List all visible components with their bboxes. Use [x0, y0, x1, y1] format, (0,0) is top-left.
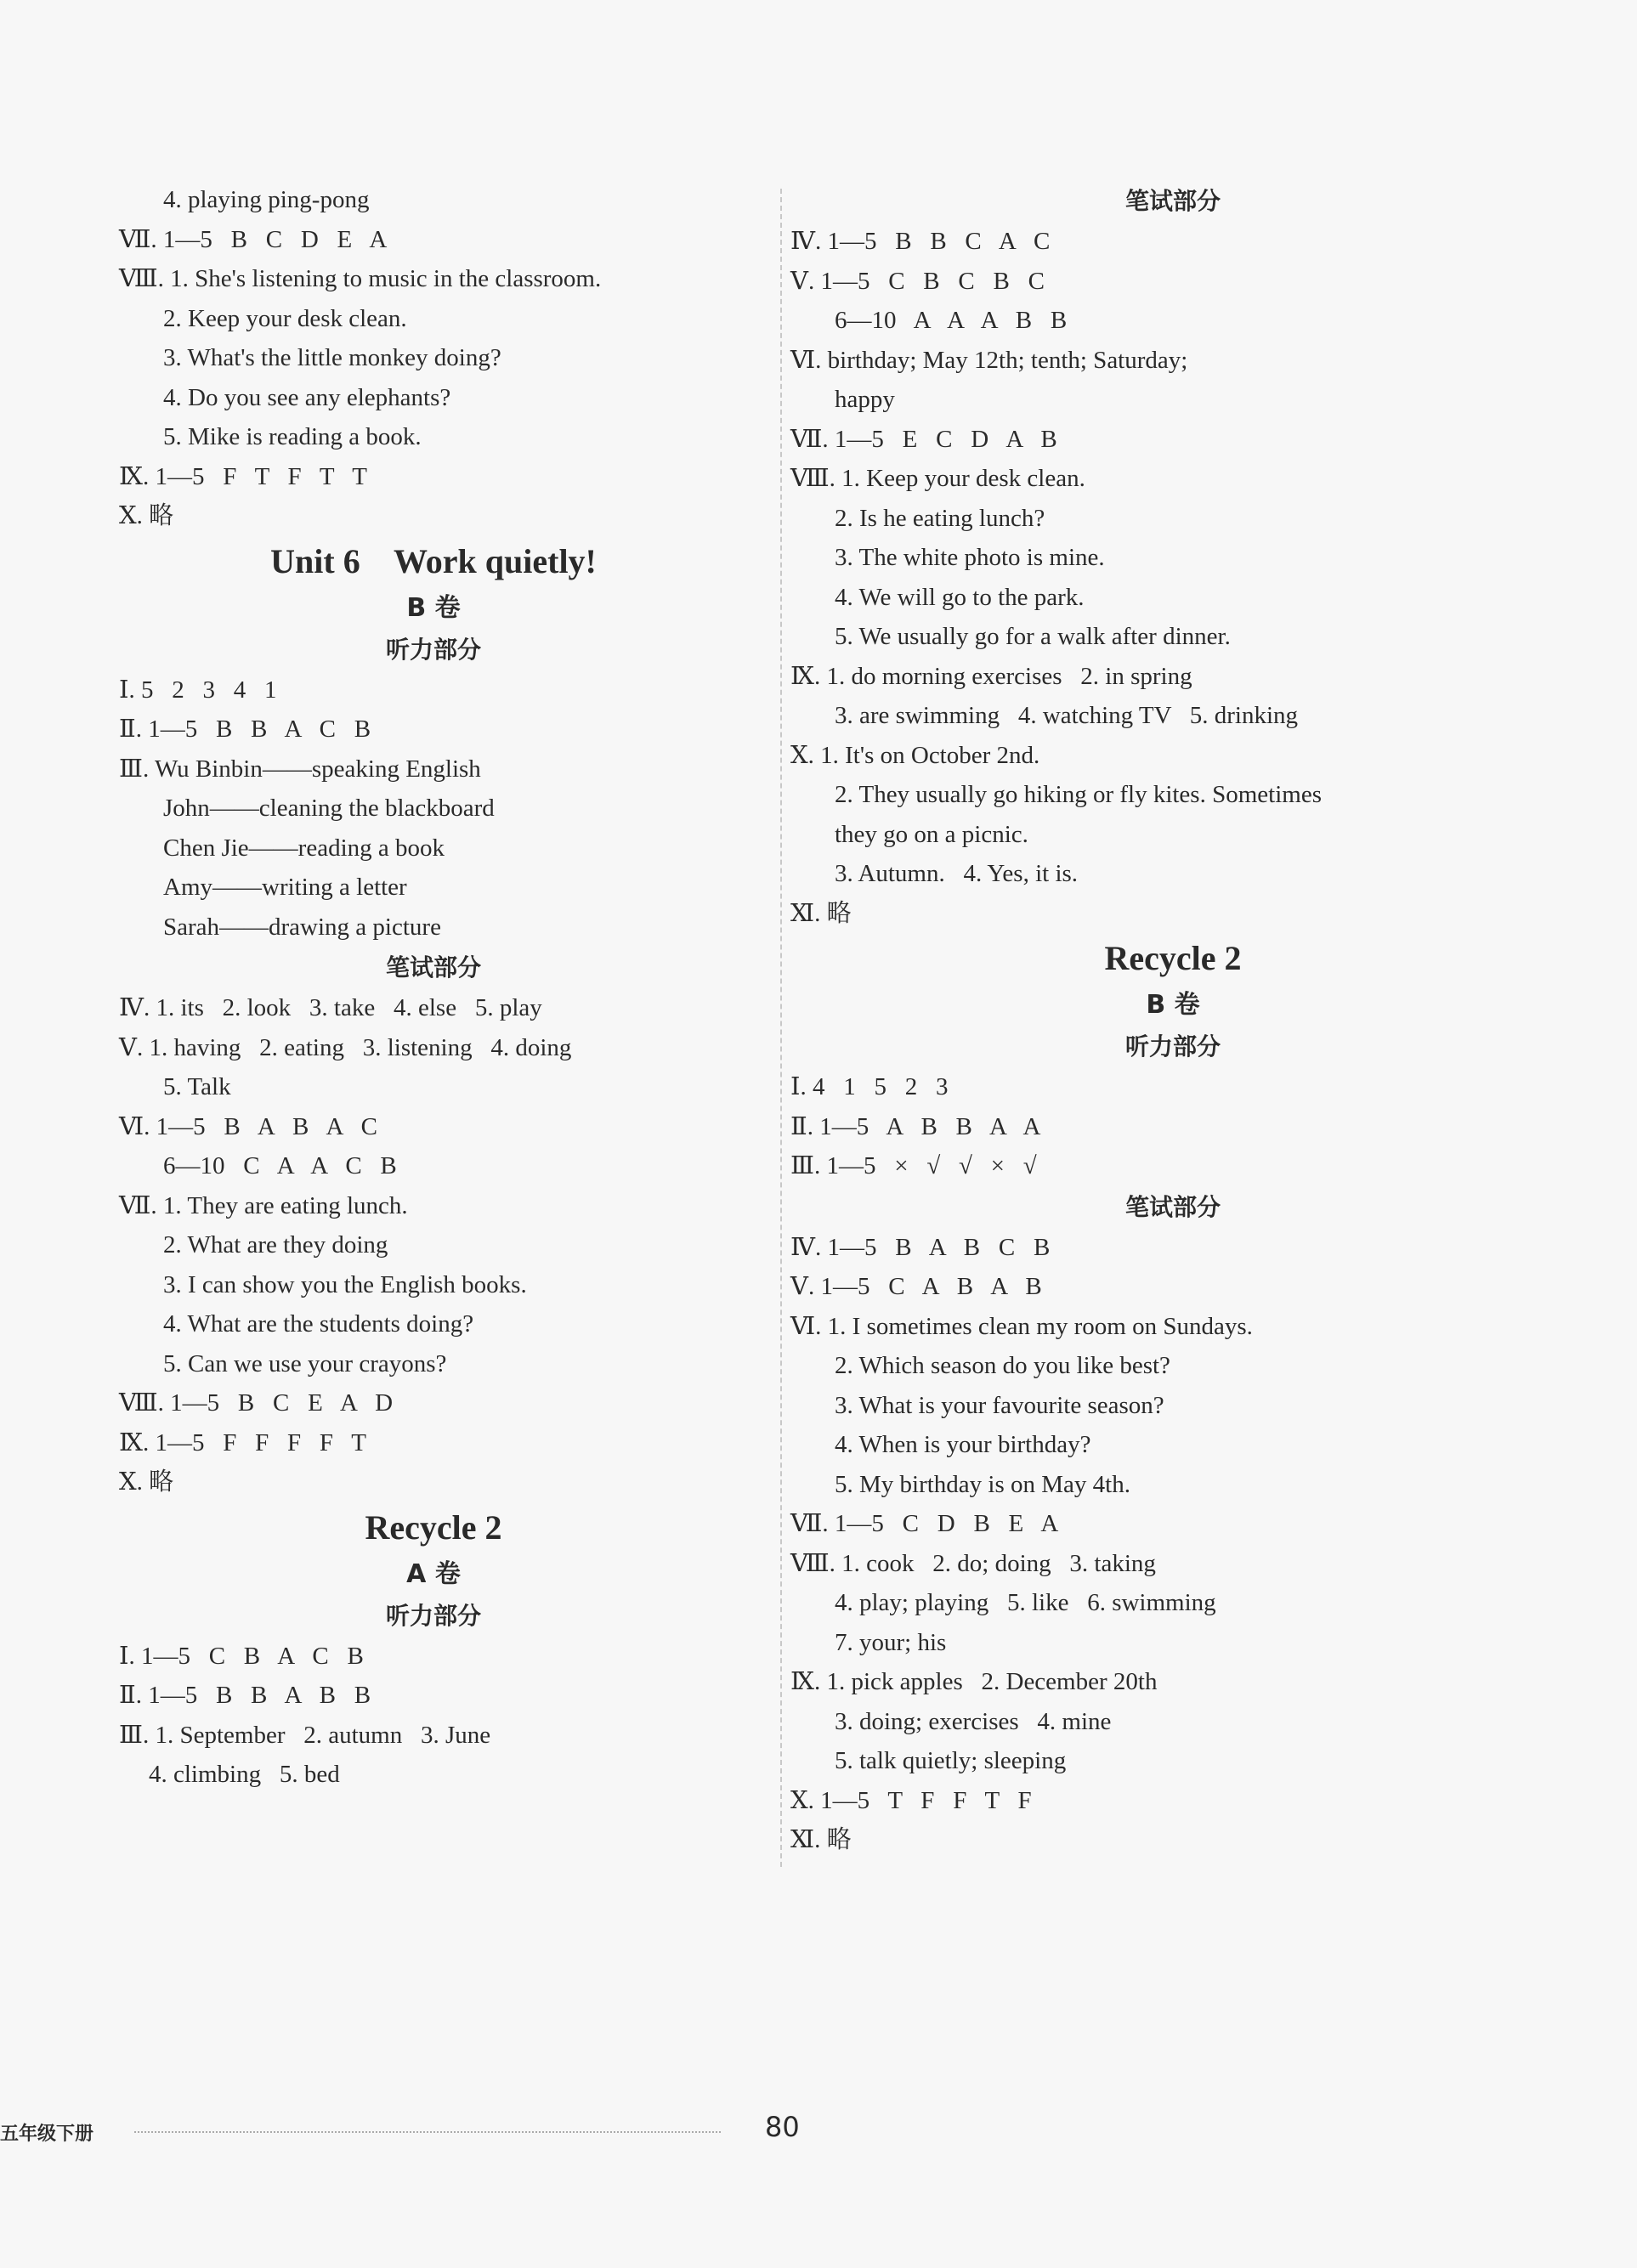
answer-line: Ⅰ. 1—5 C B A C B [119, 1642, 364, 1670]
page-number: 80 [765, 2111, 800, 2143]
answer-line: 4. playing ping-pong [163, 186, 370, 213]
volume-heading: B 卷 [406, 592, 461, 623]
answer-line: Ⅸ. 1—5 F F F F T [119, 1428, 366, 1456]
answer-line: 4. When is your birthday? [835, 1431, 1091, 1458]
answer-line: 5. We usually go for a walk after dinner. [835, 623, 1231, 650]
answer-line: Ⅸ. 1. do morning exercises 2. in spring [790, 662, 1192, 690]
answer-line: 3. Autumn. 4. Yes, it is. [835, 860, 1079, 887]
answer-line: Ⅸ. 1—5 F T F T T [119, 462, 368, 490]
answer-line: happy [835, 386, 895, 413]
unit-heading: Recycle 2 [1104, 939, 1242, 977]
grade-label: 五年级下册 [0, 2124, 94, 2145]
answer-line: 3. doing; exercises 4. mine [835, 1707, 1112, 1735]
answer-line: Ⅵ. 1. I sometimes clean my room on Sundays. [790, 1312, 1253, 1340]
right-column [790, 180, 1555, 1860]
answer-line: Ⅱ. 1—5 A B B A A [790, 1112, 1041, 1140]
answer-line: Ⅹ. 略 [119, 502, 174, 529]
answer-line: Ⅷ. 1. She's listening to music in the classroom. [119, 265, 602, 292]
answer-line: they go on a picnic. [835, 820, 1028, 848]
section-heading: 笔试部分 [1124, 187, 1221, 215]
answer-line: Chen Jie——reading a book [163, 834, 445, 862]
answer-line: 5. Can we use your crayons? [163, 1349, 447, 1377]
section-heading: 听力部分 [1124, 1032, 1221, 1060]
section-heading: 笔试部分 [1124, 1192, 1221, 1221]
answer-line: Ⅲ. 1. September 2. autumn 3. June [119, 1721, 491, 1749]
answer-line: 4. We will go to the park. [835, 583, 1085, 611]
answer-line: 2. What are they doing [163, 1231, 388, 1258]
answer-line: 4. climbing 5. bed [149, 1761, 340, 1788]
answer-line: Ⅹ. 1. It's on October 2nd. [790, 741, 1040, 769]
answer-line: Amy——writing a letter [163, 874, 407, 901]
page-footer [0, 2106, 1637, 2157]
section-heading: 笔试部分 [385, 953, 481, 981]
answer-line: 5. Talk [163, 1073, 231, 1100]
answer-line: Ⅳ. 1—5 B B C A C [790, 228, 1051, 255]
answer-line: 5. talk quietly; sleeping [835, 1747, 1067, 1774]
section-heading: 听力部分 [385, 1601, 481, 1630]
section-heading: 听力部分 [385, 635, 481, 664]
answer-line: 2. Which season do you like best? [835, 1352, 1170, 1379]
answer-line: Ⅶ. 1—5 B C D E A [119, 225, 388, 253]
unit-heading: Recycle 2 [365, 1507, 502, 1547]
answer-line: 4. What are the students doing? [163, 1310, 474, 1338]
answer-line: Ⅱ. 1—5 B B A B B [119, 1682, 371, 1709]
answer-line: Ⅷ. 1. Keep your desk clean. [790, 465, 1085, 492]
answer-line: Ⅱ. 1—5 B B A C B [119, 715, 371, 743]
answer-line: Ⅰ. 5 2 3 4 1 [119, 676, 277, 704]
column-divider [780, 189, 782, 1867]
answer-line: 6—10 C A A C B [163, 1152, 397, 1179]
answer-line: Ⅷ. 1. cook 2. do; doing 3. taking [790, 1549, 1156, 1577]
answer-line: John——cleaning the blackboard [163, 795, 495, 822]
answer-line: Ⅺ. 略 [790, 899, 852, 927]
volume-heading: B 卷 [1146, 990, 1200, 1020]
answer-line: 5. Mike is reading a book. [163, 423, 422, 450]
answer-line: 5. My birthday is on May 4th. [835, 1470, 1130, 1498]
answer-line: 2. They usually go hiking or fly kites. Sometimes [835, 781, 1322, 808]
answer-line: Ⅴ. 1. having 2. eating 3. listening 4. doing [119, 1033, 572, 1061]
answer-line: Ⅶ. 1. They are eating lunch. [119, 1191, 408, 1219]
answer-line: 2. Keep your desk clean. [163, 304, 407, 332]
answer-line: Ⅸ. 1. pick apples 2. December 20th [790, 1668, 1158, 1695]
answer-line: Ⅳ. 1—5 B A B C B [790, 1233, 1051, 1261]
answer-line: 3. What is your favourite season? [835, 1391, 1164, 1419]
answer-line: Ⅵ. 1—5 B A B A C [119, 1112, 377, 1140]
answer-line: Ⅲ. 1—5 × √ √ × √ [790, 1152, 1037, 1179]
answer-line: 3. What's the little monkey doing? [163, 344, 501, 371]
answer-line: Ⅲ. Wu Binbin——speaking English [119, 755, 481, 783]
answer-line: Ⅺ. 略 [790, 1826, 852, 1853]
left-column [119, 180, 748, 1795]
answer-line: Ⅹ. 略 [119, 1468, 174, 1496]
answer-line: 4. play; playing 5. like 6. swimming [835, 1589, 1216, 1616]
answer-line: 7. your; his [835, 1628, 947, 1656]
answer-line: Ⅵ. birthday; May 12th; tenth; Saturday; [790, 346, 1188, 374]
unit-heading: Unit 6 Work quietly! [270, 541, 597, 580]
answer-line: Sarah——drawing a picture [163, 913, 441, 941]
answer-line: Ⅳ. 1. its 2. look 3. take 4. else 5. play [119, 994, 542, 1021]
answer-line: Ⅹ. 1—5 T F F T F [790, 1786, 1032, 1814]
answer-line: 3. I can show you the English books. [163, 1270, 527, 1298]
answer-line: Ⅶ. 1—5 C D B E A [790, 1510, 1059, 1537]
footer-dotted-rule [134, 2131, 721, 2133]
answer-line: 6—10 A A A B B [835, 307, 1068, 334]
answer-line: Ⅴ. 1—5 C B C B C [790, 267, 1045, 295]
answer-line: 3. The white photo is mine. [835, 544, 1105, 571]
answer-line: Ⅴ. 1—5 C A B A B [790, 1273, 1042, 1300]
answer-line: 4. Do you see any elephants? [163, 383, 451, 411]
answer-line: 2. Is he eating lunch? [835, 504, 1045, 532]
answer-line: 3. are swimming 4. watching TV 5. drinking [835, 702, 1299, 729]
answer-line: Ⅶ. 1—5 E C D A B [790, 425, 1057, 453]
answer-line: Ⅷ. 1—5 B C E A D [119, 1389, 394, 1417]
answer-line: Ⅰ. 4 1 5 2 3 [790, 1073, 949, 1100]
volume-heading: A 卷 [406, 1558, 461, 1589]
